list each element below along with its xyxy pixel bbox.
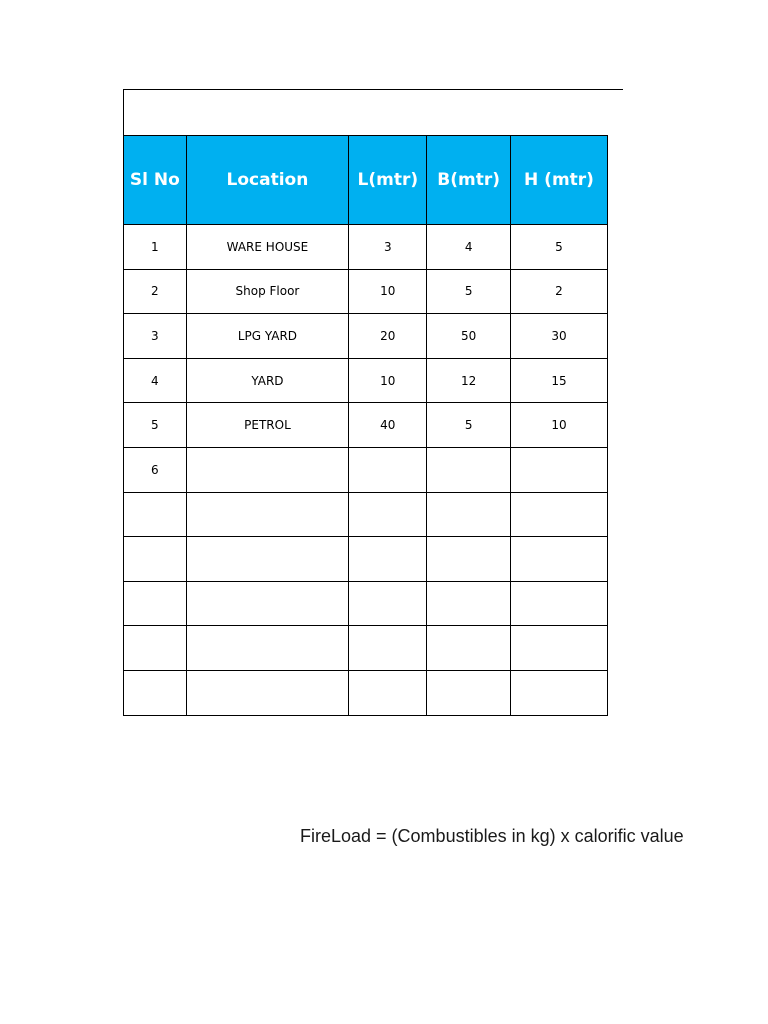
cell-location: PETROL bbox=[186, 403, 349, 448]
cell-location: YARD bbox=[186, 358, 349, 403]
cell-sl-no: 3 bbox=[124, 314, 187, 359]
cell-height: 30 bbox=[511, 314, 608, 359]
cell-length: 40 bbox=[349, 403, 427, 448]
cell-sl-no: 1 bbox=[124, 225, 187, 270]
header-row bbox=[124, 136, 608, 225]
table-row bbox=[124, 225, 608, 270]
cell-height: 15 bbox=[511, 358, 608, 403]
cell-breadth: 5 bbox=[427, 269, 511, 314]
table-row bbox=[124, 314, 608, 359]
cell-breadth bbox=[427, 537, 511, 582]
cell-location: LPG YARD bbox=[186, 314, 349, 359]
cell-sl-no bbox=[124, 537, 187, 582]
header-sl-no: Sl No bbox=[124, 136, 187, 225]
cell-length bbox=[349, 492, 427, 537]
fire-load-table bbox=[123, 135, 608, 716]
cell-location bbox=[186, 670, 349, 715]
cell-length: 20 bbox=[349, 314, 427, 359]
cell-location bbox=[186, 537, 349, 582]
cell-sl-no bbox=[124, 670, 187, 715]
cell-height bbox=[511, 626, 608, 671]
cell-sl-no: 2 bbox=[124, 269, 187, 314]
cell-length: 10 bbox=[349, 358, 427, 403]
cell-length bbox=[349, 447, 427, 492]
table-row bbox=[124, 581, 608, 626]
cell-location bbox=[186, 492, 349, 537]
cell-breadth: 4 bbox=[427, 225, 511, 270]
header-height: H (mtr) bbox=[511, 136, 608, 225]
table-row bbox=[124, 358, 608, 403]
table-row bbox=[124, 403, 608, 448]
cell-breadth: 5 bbox=[427, 403, 511, 448]
cell-sl-no: 6 bbox=[124, 447, 187, 492]
cell-sl-no bbox=[124, 626, 187, 671]
cell-location bbox=[186, 581, 349, 626]
cell-breadth bbox=[427, 447, 511, 492]
table-row bbox=[124, 447, 608, 492]
cell-breadth bbox=[427, 492, 511, 537]
header-breadth: B(mtr) bbox=[427, 136, 511, 225]
cell-length bbox=[349, 537, 427, 582]
table-row bbox=[124, 626, 608, 671]
table-body bbox=[124, 225, 608, 716]
table-row bbox=[124, 492, 608, 537]
table-row bbox=[124, 670, 608, 715]
cell-breadth: 12 bbox=[427, 358, 511, 403]
header-length: L(mtr) bbox=[349, 136, 427, 225]
cell-sl-no bbox=[124, 492, 187, 537]
cell-sl-no bbox=[124, 581, 187, 626]
cell-sl-no: 4 bbox=[124, 358, 187, 403]
cell-length: 10 bbox=[349, 269, 427, 314]
table-row bbox=[124, 269, 608, 314]
cell-location bbox=[186, 447, 349, 492]
cell-breadth bbox=[427, 581, 511, 626]
cell-height: 2 bbox=[511, 269, 608, 314]
cell-height bbox=[511, 537, 608, 582]
cell-location: Shop Floor bbox=[186, 269, 349, 314]
cell-location: WARE HOUSE bbox=[186, 225, 349, 270]
title-cell bbox=[123, 89, 623, 136]
table-row bbox=[124, 537, 608, 582]
fire-load-formula: FireLoad = (Combustibles in kg) x calorific value bbox=[300, 826, 684, 846]
cell-length bbox=[349, 626, 427, 671]
cell-location bbox=[186, 626, 349, 671]
cell-height: 5 bbox=[511, 225, 608, 270]
cell-height bbox=[511, 581, 608, 626]
cell-height bbox=[511, 492, 608, 537]
cell-length bbox=[349, 581, 427, 626]
header-location: Location bbox=[186, 136, 349, 225]
cell-sl-no: 5 bbox=[124, 403, 187, 448]
cell-breadth: 50 bbox=[427, 314, 511, 359]
cell-height bbox=[511, 447, 608, 492]
cell-length bbox=[349, 670, 427, 715]
cell-length: 3 bbox=[349, 225, 427, 270]
cell-height bbox=[511, 670, 608, 715]
cell-breadth bbox=[427, 626, 511, 671]
cell-height: 10 bbox=[511, 403, 608, 448]
cell-breadth bbox=[427, 670, 511, 715]
